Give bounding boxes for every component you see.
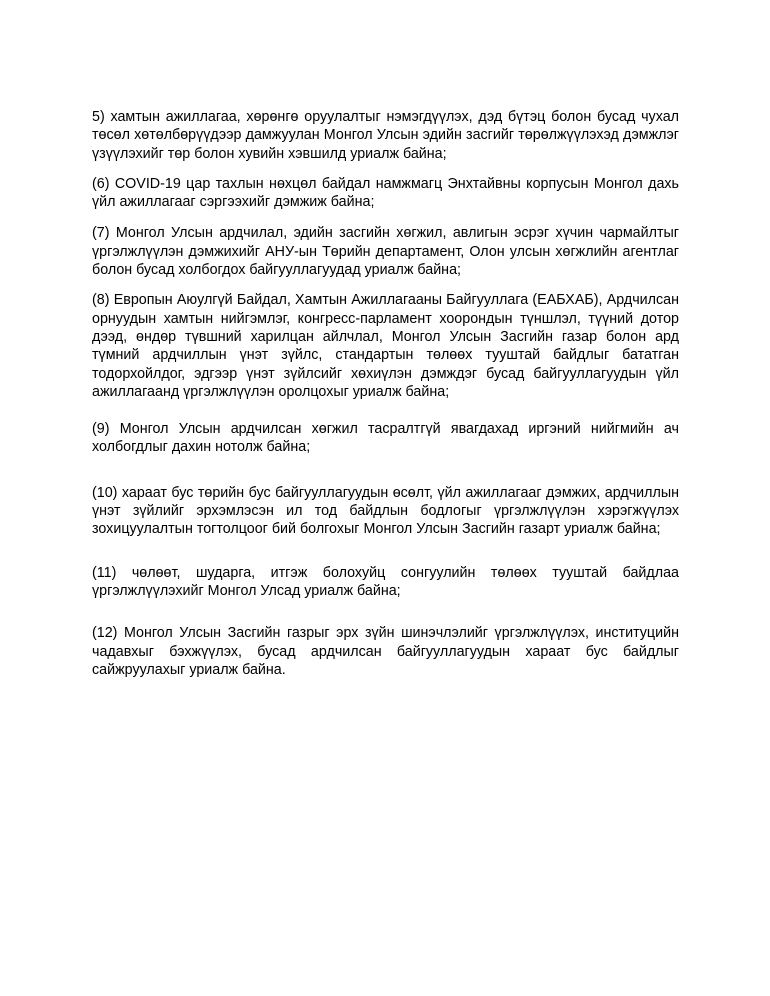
paragraph-9: (9) Монгол Улсын ардчилсан хөгжил тасралтгүй явагдахад иргэний нийгмийн ач холбогдлыг дахин нотолж байна; (92, 421, 679, 456)
paragraph-7: (7) Монгол Улсын ардчилал, эдийн засгийн хөгжил, авлигын эсрэг хүчин чармайлтыг үргэлжлүүлэн дэмжихийг АНУ-ын Төрийн департамент, Олон улсын хөгжлийн агентлаг болон бусад холбогдох байгууллагуудад уриалж байна; (92, 225, 679, 279)
paragraph-11: (11) чөлөөт, шударга, итгэж болохуйц сонгуулийн төлөөх тууштай байдлаа үргэлжлүүлэхийг Монгол Улсад уриалж байна; (92, 564, 679, 599)
paragraph-5: 5) хамтын ажиллагаа, хөрөнгө оруулалтыг нэмэгдүүлэх, дэд бүтэц болон бусад чухал төсөл хөтөлбөрүүдээр дамжуулан Монгол Улсын эдийн засгийг төрөлжүүлэхэд дэмжлэг үзүүлэхийг төр болон хувийн хэвшилд уриалж байна; (92, 109, 679, 162)
paragraph-10: (10) хараат бус төрийн бус байгууллагуудын өсөлт, үйл ажиллагааг дэмжих, ардчиллын үнэт зүйлийг эрхэмлэсэн ил тод байдлын бодлогыг үргэлжлүүлэн хэрэгжүүлэх зохицуулалтын тогтолцоог бий болгохыг Монгол Улсын Засгийн газарт уриалж байна; (92, 484, 679, 538)
document-body (92, 108, 679, 679)
paragraph-6: (6) COVID-19 цар тахлын нөхцөл байдал намжмагц Энхтайвны корпусын Монгол дахь үйл ажиллагааг сэргээхийг дэмжиж байна; (92, 175, 679, 211)
paragraph-8: (8) Европын Аюулгүй Байдал, Хамтын Ажиллагааны Байгууллага (ЕАБХАБ), Ардчилсан орнуудын хамтын нийгэмлэг, конгресс-парламент хоорондын түншлэл, түүний дотор дээд, өндөр түвшний харилцан айлчлал, Монгол Улсын Засгийн газар болон ард түмний ардчиллын үнэт зүйлс, стандартын төлөөх тууштай байдлыг бататган тодорхойлдог, эдгээр үнэт зүйлсийг хөхиүлэн дэмждэг бусад байгууллагуудын үйл ажиллагаанд үргэлжлүүлэн оролцохыг уриалж байна; (92, 292, 679, 400)
paragraph-12: (12) Монгол Улсын Засгийн газрыг эрх зүйн шинэчлэлийг үргэлжлүүлэх, институцийн чадавхыг бэхжүүлэх, бусад ардчилсан байгууллагуудын хараат бус байдлыг сайжруулахыг уриалж байна. (92, 625, 679, 678)
